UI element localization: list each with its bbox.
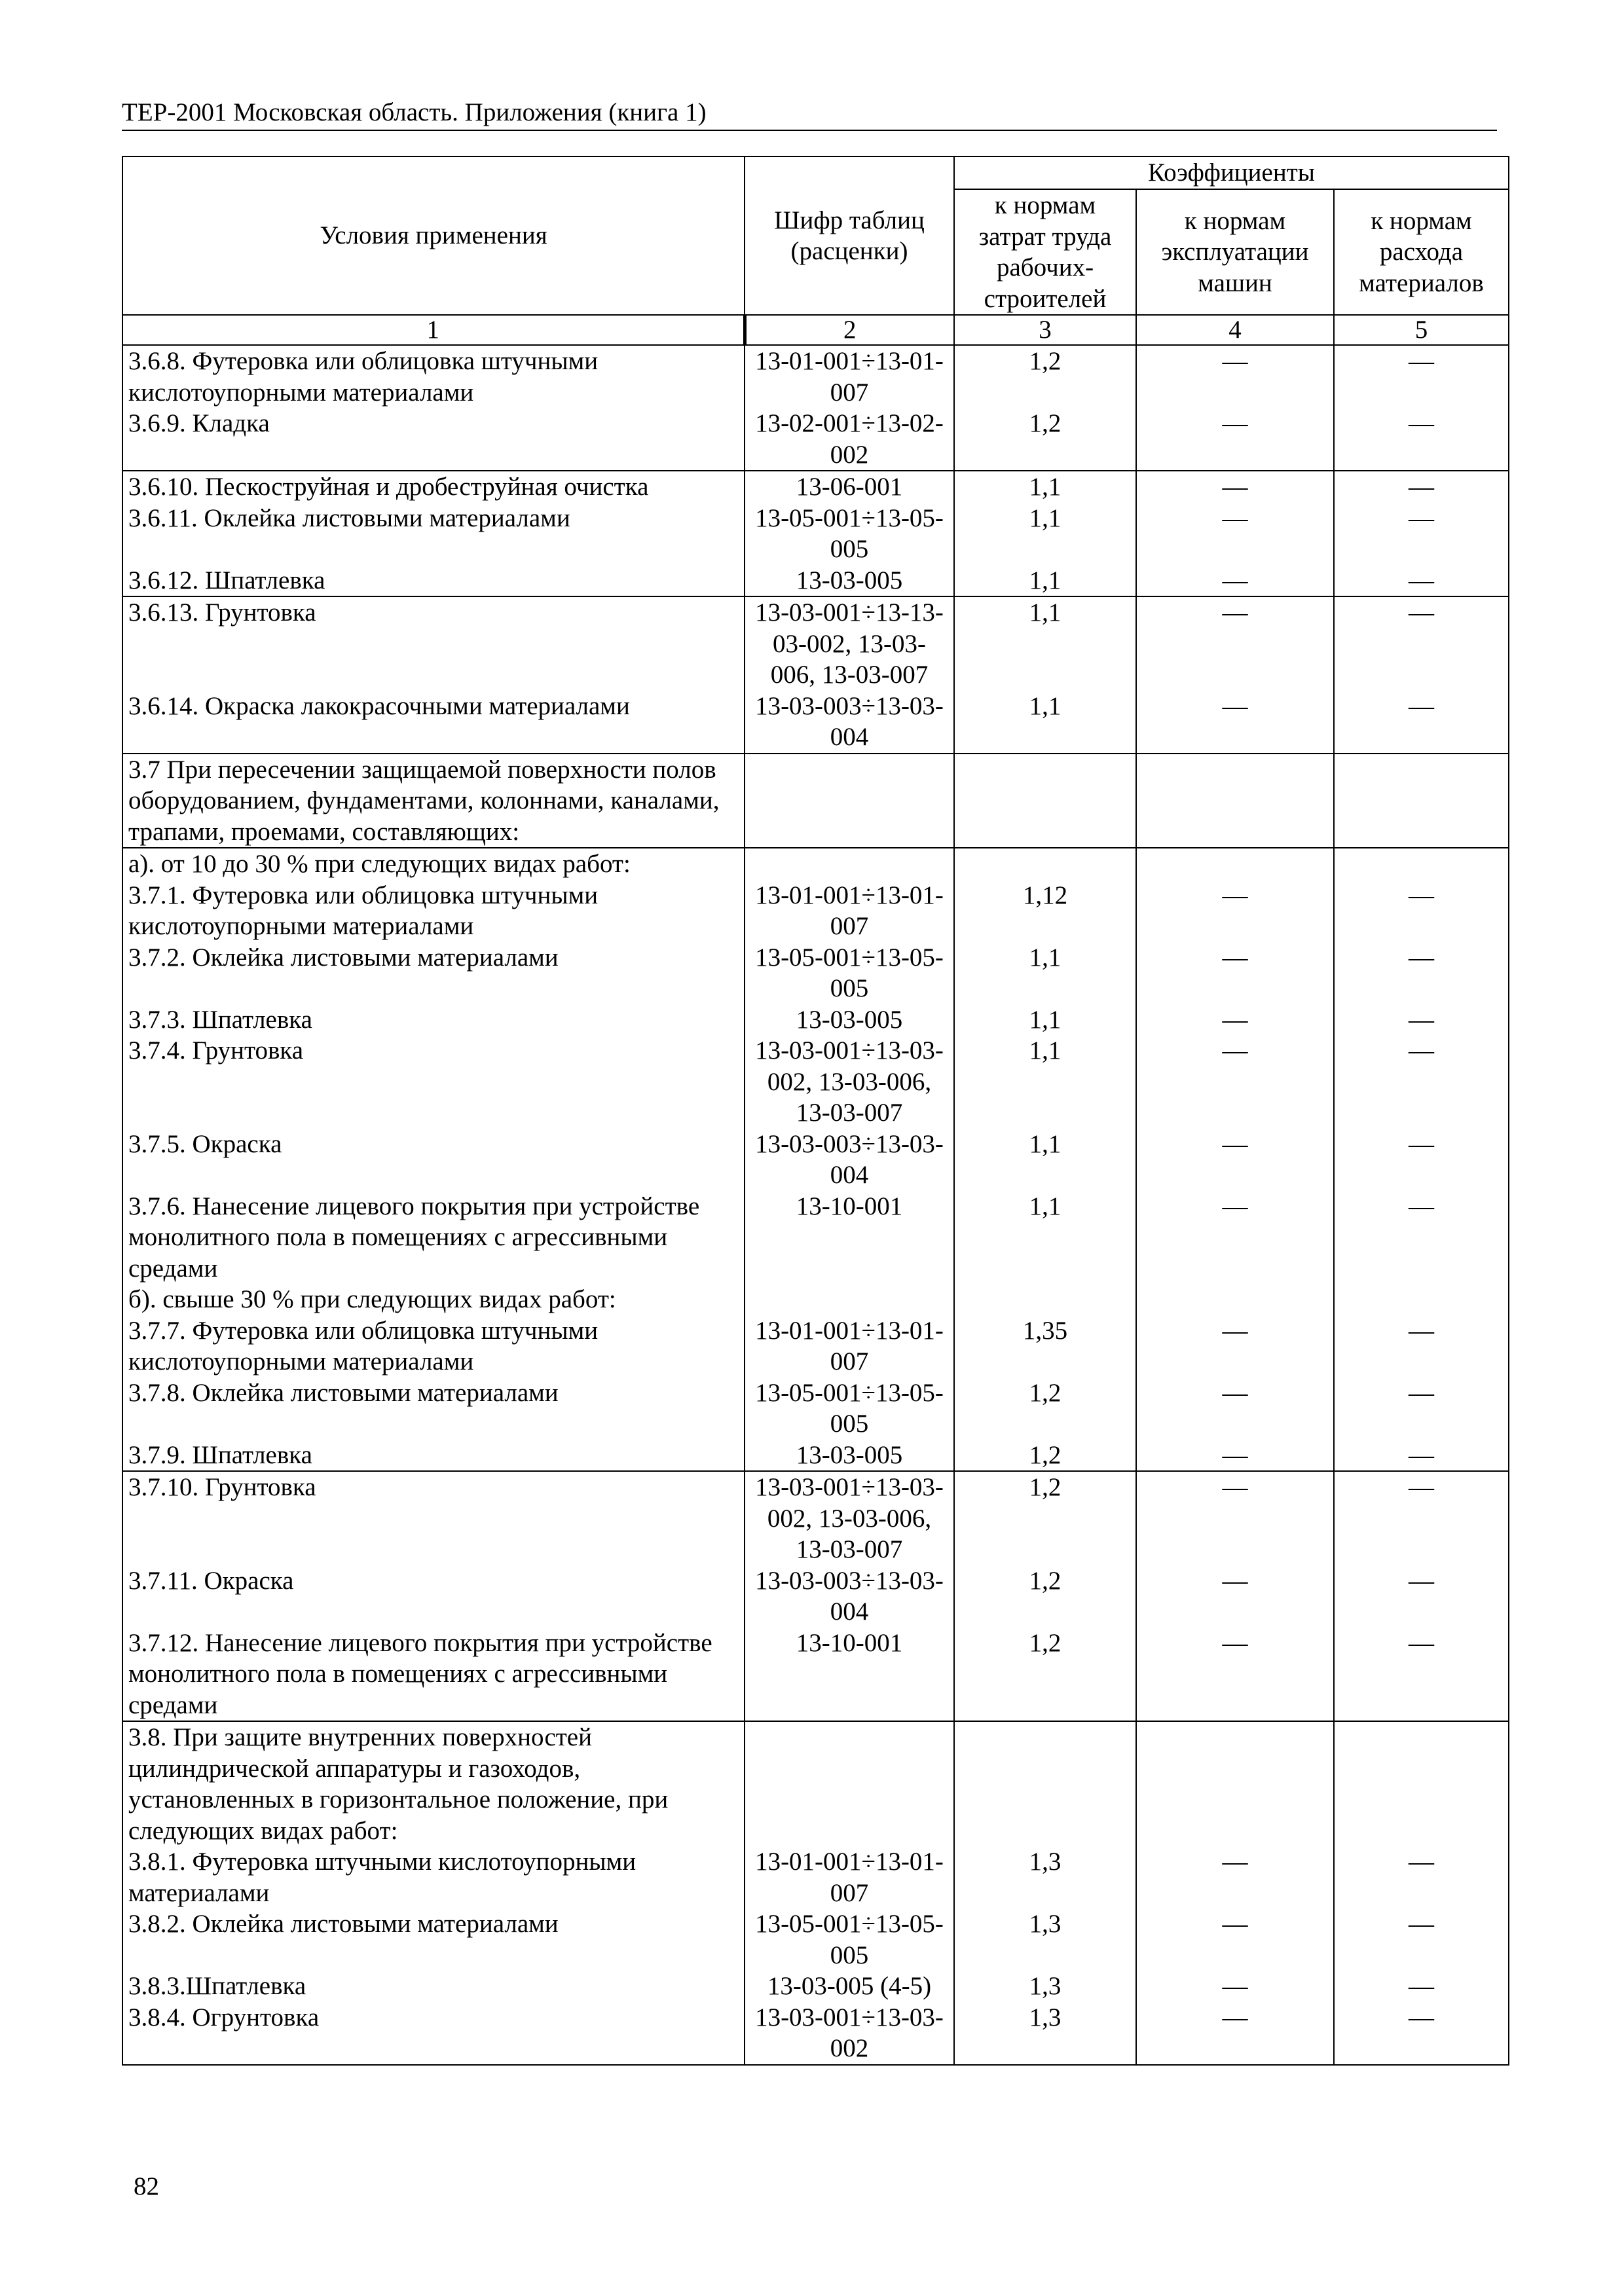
- table-code: 13-10-001: [745, 1628, 954, 1722]
- machines-coefficient: —: [1136, 1315, 1334, 1377]
- materials-coefficient: —: [1334, 880, 1509, 942]
- materials-coefficient: —: [1334, 1908, 1509, 1971]
- materials-coefficient: —: [1334, 408, 1509, 471]
- column-number: 5: [1334, 315, 1509, 345]
- table-code: 13-03-005: [745, 565, 954, 597]
- materials-coefficient: [1334, 1721, 1509, 1846]
- table-code: 13-01-001÷13-01-007: [745, 880, 954, 942]
- table-row: [122, 1191, 1509, 1285]
- condition-text: 3.7.6. Нанесение лицевого покрытия при устройстве монолитного пола в помещениях с агрессивными средами: [122, 1191, 745, 1285]
- materials-coefficient: —: [1334, 1004, 1509, 1036]
- machines-coefficient: —: [1136, 503, 1334, 565]
- materials-coefficient: —: [1334, 1377, 1509, 1440]
- table-row: [122, 471, 1509, 503]
- table-row: [122, 408, 1509, 471]
- condition-text: 3.6.12. Шпатлевка: [122, 565, 745, 597]
- table-code: 13-05-001÷13-05-005: [745, 942, 954, 1004]
- machines-coefficient: —: [1136, 1565, 1334, 1628]
- condition-text: 3.8.4. Огрунтовка: [122, 2002, 745, 2065]
- machines-coefficient: —: [1136, 1471, 1334, 1565]
- table-code: 13-03-005: [745, 1440, 954, 1472]
- running-header: ТЕР-2001 Московская область. Приложения (книга 1): [122, 98, 707, 126]
- labor-coefficient: 1,1: [954, 1035, 1136, 1129]
- column-number: 4: [1136, 315, 1334, 345]
- table-row: [122, 691, 1509, 754]
- condition-text: 3.6.8. Футеровка или облицовка штучными кислотоупорными материалами: [122, 345, 745, 408]
- materials-coefficient: —: [1334, 1565, 1509, 1628]
- materials-coefficient: —: [1334, 503, 1509, 565]
- labor-coefficient: 1,35: [954, 1315, 1136, 1377]
- header-conditions: Условия применения: [122, 156, 745, 315]
- table-row: [122, 2002, 1509, 2065]
- condition-text: 3.8.2. Оклейка листовыми материалами: [122, 1908, 745, 1971]
- table-row: [122, 848, 1509, 880]
- machines-coefficient: —: [1136, 408, 1334, 471]
- column-number: 2: [745, 315, 954, 345]
- condition-text: 3.7 При пересечении защищаемой поверхности полов оборудованием, фундаментами, колоннами, каналами, трапами, проемами, составляющих:: [122, 754, 745, 848]
- machines-coefficient: [1136, 1284, 1334, 1315]
- materials-coefficient: —: [1334, 596, 1509, 691]
- labor-coefficient: 1,2: [954, 408, 1136, 471]
- materials-coefficient: —: [1334, 1440, 1509, 1472]
- table-row: [122, 1971, 1509, 2002]
- table-code: 13-03-003÷13-03-004: [745, 1565, 954, 1628]
- condition-text: 3.7.5. Окраска: [122, 1129, 745, 1191]
- table-body: [122, 345, 1509, 2065]
- header-coefficients: Коэффициенты: [954, 156, 1509, 189]
- column-number: 3: [954, 315, 1136, 345]
- labor-coefficient: 1,1: [954, 1191, 1136, 1285]
- table-code: 13-01-001÷13-01-007: [745, 1846, 954, 1908]
- condition-text: а). от 10 до 30 % при следующих видах работ:: [122, 848, 745, 880]
- machines-coefficient: —: [1136, 942, 1334, 1004]
- labor-coefficient: 1,3: [954, 1908, 1136, 1971]
- header-materials: к нормам расхода материалов: [1334, 189, 1509, 315]
- machines-coefficient: —: [1136, 1440, 1334, 1472]
- machines-coefficient: —: [1136, 880, 1334, 942]
- condition-text: 3.7.2. Оклейка листовыми материалами: [122, 942, 745, 1004]
- labor-coefficient: 1,3: [954, 1971, 1136, 2002]
- machines-coefficient: —: [1136, 565, 1334, 597]
- condition-text: 3.7.4. Грунтовка: [122, 1035, 745, 1129]
- materials-coefficient: [1334, 1284, 1509, 1315]
- table-row: [122, 1035, 1509, 1129]
- labor-coefficient: 1,12: [954, 880, 1136, 942]
- machines-coefficient: [1136, 754, 1334, 848]
- header-labor: к нормам затрат труда рабочих-строителей: [954, 189, 1136, 315]
- materials-coefficient: —: [1334, 691, 1509, 754]
- machines-coefficient: [1136, 848, 1334, 880]
- machines-coefficient: —: [1136, 596, 1334, 691]
- table-code: 13-03-003÷13-03-004: [745, 1129, 954, 1191]
- table-code: 13-05-001÷13-05-005: [745, 503, 954, 565]
- column-numbers-row: [122, 315, 1509, 345]
- condition-text: 3.6.10. Пескоструйная и дробеструйная очистка: [122, 471, 745, 503]
- table-code: 13-01-001÷13-01-007: [745, 345, 954, 408]
- table-row: [122, 1908, 1509, 1971]
- machines-coefficient: —: [1136, 1035, 1334, 1129]
- table-row: [122, 565, 1509, 597]
- labor-coefficient: 1,1: [954, 691, 1136, 754]
- materials-coefficient: —: [1334, 1191, 1509, 1285]
- materials-coefficient: —: [1334, 471, 1509, 503]
- machines-coefficient: —: [1136, 691, 1334, 754]
- table-row: [122, 754, 1509, 848]
- labor-coefficient: 1,3: [954, 1846, 1136, 1908]
- table-code: [745, 1721, 954, 1846]
- materials-coefficient: —: [1334, 942, 1509, 1004]
- materials-coefficient: —: [1334, 565, 1509, 597]
- column-number: 1: [122, 315, 745, 345]
- machines-coefficient: —: [1136, 345, 1334, 408]
- labor-coefficient: 1,1: [954, 596, 1136, 691]
- materials-coefficient: —: [1334, 2002, 1509, 2065]
- condition-text: 3.7.10. Грунтовка: [122, 1471, 745, 1565]
- table-code: 13-03-003÷13-03-004: [745, 691, 954, 754]
- header-machines: к нормам эксплуатации машин: [1136, 189, 1334, 315]
- table-row: [122, 1284, 1509, 1315]
- table-code: 13-03-005 (4-5): [745, 1971, 954, 2002]
- labor-coefficient: [954, 1284, 1136, 1315]
- table-row: [122, 1440, 1509, 1472]
- materials-coefficient: [1334, 754, 1509, 848]
- header-rule: [122, 130, 1497, 131]
- page-number: 82: [134, 2172, 159, 2200]
- table-row: [122, 503, 1509, 565]
- machines-coefficient: —: [1136, 1628, 1334, 1722]
- condition-text: б). свыше 30 % при следующих видах работ:: [122, 1284, 745, 1315]
- materials-coefficient: —: [1334, 1628, 1509, 1722]
- table-row: [122, 1315, 1509, 1377]
- machines-coefficient: [1136, 1721, 1334, 1846]
- condition-text: 3.7.11. Окраска: [122, 1565, 745, 1628]
- labor-coefficient: 1,1: [954, 471, 1136, 503]
- table-row: [122, 1377, 1509, 1440]
- table-code: 13-05-001÷13-05-005: [745, 1908, 954, 1971]
- materials-coefficient: —: [1334, 1971, 1509, 2002]
- labor-coefficient: 1,2: [954, 1565, 1136, 1628]
- header-code: Шифр таблиц (расценки): [745, 156, 954, 315]
- labor-coefficient: [954, 1721, 1136, 1846]
- materials-coefficient: [1334, 848, 1509, 880]
- table-row: [122, 1129, 1509, 1191]
- table-code: [745, 754, 954, 848]
- machines-coefficient: —: [1136, 1004, 1334, 1036]
- materials-coefficient: —: [1334, 345, 1509, 408]
- table-row: [122, 1471, 1509, 1565]
- materials-coefficient: —: [1334, 1129, 1509, 1191]
- labor-coefficient: [954, 848, 1136, 880]
- labor-coefficient: 1,3: [954, 2002, 1136, 2065]
- condition-text: 3.6.9. Кладка: [122, 408, 745, 471]
- table-code: 13-03-001÷13-03-002, 13-03-006, 13-03-007: [745, 1035, 954, 1129]
- machines-coefficient: —: [1136, 1191, 1334, 1285]
- table-code: [745, 848, 954, 880]
- labor-coefficient: 1,1: [954, 1129, 1136, 1191]
- table-code: 13-01-001÷13-01-007: [745, 1315, 954, 1377]
- condition-text: 3.6.14. Окраска лакокрасочными материалами: [122, 691, 745, 754]
- machines-coefficient: —: [1136, 1377, 1334, 1440]
- labor-coefficient: [954, 754, 1136, 848]
- table-row: [122, 1721, 1509, 1846]
- labor-coefficient: 1,1: [954, 503, 1136, 565]
- table-code: 13-03-001÷13-13-03-002, 13-03-006, 13-03-007: [745, 596, 954, 691]
- condition-text: 3.7.7. Футеровка или облицовка штучными кислотоупорными материалами: [122, 1315, 745, 1377]
- table-code: 13-02-001÷13-02-002: [745, 408, 954, 471]
- table-row: [122, 880, 1509, 942]
- machines-coefficient: —: [1136, 1971, 1334, 2002]
- condition-text: 3.8. При защите внутренних поверхностей цилиндрической аппаратуры и газоходов, установленных в горизонтальное положение, при следующих видах работ:: [122, 1721, 745, 1846]
- materials-coefficient: —: [1334, 1315, 1509, 1377]
- labor-coefficient: 1,2: [954, 1377, 1136, 1440]
- coefficients-table: [122, 156, 1509, 2066]
- labor-coefficient: 1,2: [954, 1628, 1136, 1722]
- condition-text: 3.7.9. Шпатлевка: [122, 1440, 745, 1472]
- labor-coefficient: 1,2: [954, 1440, 1136, 1472]
- materials-coefficient: —: [1334, 1846, 1509, 1908]
- labor-coefficient: 1,1: [954, 942, 1136, 1004]
- condition-text: 3.6.11. Оклейка листовыми материалами: [122, 503, 745, 565]
- table-row: [122, 1565, 1509, 1628]
- labor-coefficient: 1,2: [954, 345, 1136, 408]
- labor-coefficient: 1,1: [954, 565, 1136, 597]
- labor-coefficient: 1,2: [954, 1471, 1136, 1565]
- machines-coefficient: —: [1136, 1846, 1334, 1908]
- condition-text: 3.7.8. Оклейка листовыми материалами: [122, 1377, 745, 1440]
- table-code: 13-06-001: [745, 471, 954, 503]
- condition-text: 3.7.3. Шпатлевка: [122, 1004, 745, 1036]
- machines-coefficient: —: [1136, 2002, 1334, 2065]
- condition-text: 3.7.1. Футеровка или облицовка штучными кислотоупорными материалами: [122, 880, 745, 942]
- condition-text: 3.7.12. Нанесение лицевого покрытия при устройстве монолитного пола в помещениях с агрессивными средами: [122, 1628, 745, 1722]
- machines-coefficient: —: [1136, 1129, 1334, 1191]
- table-code: 13-03-001÷13-03-002, 13-03-006, 13-03-007: [745, 1471, 954, 1565]
- table-code: 13-05-001÷13-05-005: [745, 1377, 954, 1440]
- table-row: [122, 345, 1509, 408]
- table-row: [122, 1004, 1509, 1036]
- table-row: [122, 596, 1509, 691]
- machines-coefficient: —: [1136, 471, 1334, 503]
- materials-coefficient: —: [1334, 1035, 1509, 1129]
- table-code: 13-03-005: [745, 1004, 954, 1036]
- table-row: [122, 1846, 1509, 1908]
- machines-coefficient: —: [1136, 1908, 1334, 1971]
- table-code: 13-03-001÷13-03-002: [745, 2002, 954, 2065]
- materials-coefficient: —: [1334, 1471, 1509, 1565]
- table-row: [122, 1628, 1509, 1722]
- labor-coefficient: 1,1: [954, 1004, 1136, 1036]
- condition-text: 3.8.1. Футеровка штучными кислотоупорными материалами: [122, 1846, 745, 1908]
- condition-text: 3.8.3.Шпатлевка: [122, 1971, 745, 2002]
- table-code: 13-10-001: [745, 1191, 954, 1285]
- table-code: [745, 1284, 954, 1315]
- condition-text: 3.6.13. Грунтовка: [122, 596, 745, 691]
- table-row: [122, 942, 1509, 1004]
